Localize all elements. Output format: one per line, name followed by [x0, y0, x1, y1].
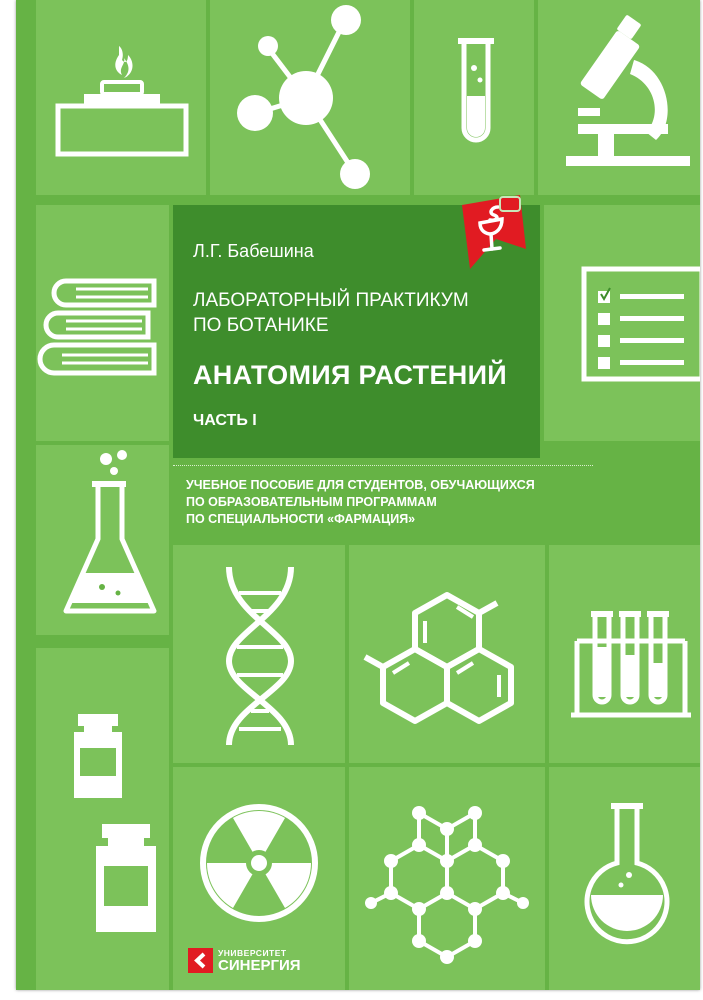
microscope-icon: [538, 0, 700, 195]
medicine-bottle-icon: [36, 648, 169, 990]
publisher-line2: СИНЕРГИЯ: [218, 957, 301, 974]
hexagon-structure-icon: [349, 545, 545, 763]
divider-line: [173, 465, 593, 466]
tile-books: [36, 205, 169, 441]
tile-bottles: [36, 648, 169, 990]
subtitle-line: УЧЕБНОЕ ПОСОБИЕ ДЛЯ СТУДЕНТОВ, ОБУЧАЮЩИХСЯ: [186, 478, 535, 492]
test-tube-rack-icon: [549, 545, 700, 763]
series-title-line2: ПО БОТАНИКЕ: [193, 315, 329, 336]
publisher-line1: УНИВЕРСИТЕТ: [218, 948, 287, 958]
book-cover: [16, 0, 700, 990]
tile-microscope: [538, 0, 700, 195]
book-title: АНАТОМИЯ РАСТЕНИЙ: [193, 360, 507, 390]
pharmacy-bowl-snake-icon: [456, 193, 532, 271]
book-part: ЧАСТЬ I: [193, 412, 257, 429]
tile-tube-rack: [549, 545, 700, 763]
round-flask-icon: [549, 767, 700, 990]
tile-flask: [36, 445, 169, 635]
subtitle-line: ПО ОБРАЗОВАТЕЛЬНЫМ ПРОГРАММАМ: [186, 495, 437, 509]
subtitle-line: ПО СПЕЦИАЛЬНОСТИ «ФАРМАЦИЯ»: [186, 512, 416, 526]
books-icon: [36, 205, 169, 441]
synergy-logo-icon: [188, 948, 213, 973]
tile-hexagons: [349, 545, 545, 763]
tile-checklist: [544, 205, 700, 441]
tile-round-flask: [549, 767, 700, 990]
series-title-line1: ЛАБОРАТОРНЫЙ ПРАКТИКУМ: [193, 290, 469, 311]
tile-molecule: [210, 0, 410, 195]
tile-lattice: [349, 767, 545, 990]
tile-dna: [173, 545, 345, 763]
book-subtitle: [186, 477, 576, 528]
publisher-name: [218, 948, 301, 974]
tile-burner: [36, 0, 206, 195]
tile-test-tube: [414, 0, 534, 195]
checklist-icon: [544, 205, 700, 441]
dna-icon: [173, 545, 345, 763]
molecule-icon: [210, 0, 410, 195]
flask-icon: [36, 445, 169, 635]
molecular-lattice-icon: [349, 767, 545, 990]
author-name: Л.Г. Бабешина: [193, 241, 314, 261]
test-tube-icon: [414, 0, 534, 195]
burner-icon: [36, 0, 206, 195]
